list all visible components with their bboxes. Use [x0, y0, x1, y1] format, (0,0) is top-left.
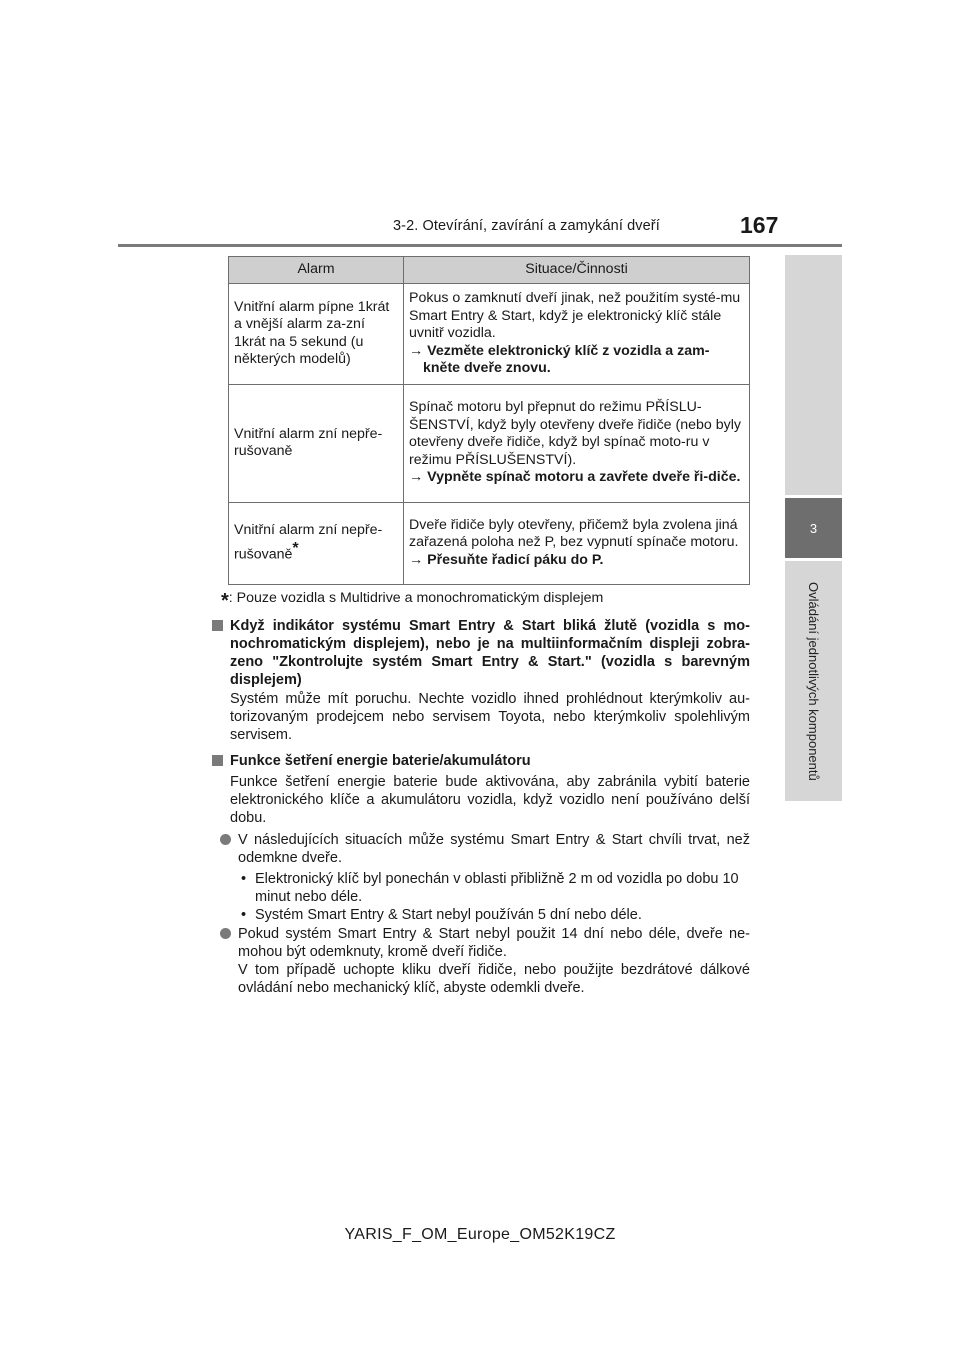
action-line [409, 552, 745, 570]
alarm-cell [229, 502, 404, 584]
alarm-table [228, 256, 750, 585]
chapter-number-tab: 3 [785, 498, 842, 558]
list-item-text: Pokud systém Smart Entry & Start nebyl použit 14 dní nebo déle, dveře ne-mohou být odemknuty, kromě dveří řidiče. [238, 926, 750, 960]
alarm-text: Vnitřní alarm pípne 1krát a vnější alarm za-zní 1krát na 5 sekund (u některých modelů) [234, 298, 390, 368]
list-item [238, 831, 750, 867]
circle-bullet-icon [220, 928, 231, 939]
action-line [409, 469, 745, 487]
table-header-row [229, 257, 750, 284]
situation-text: Spínač motoru byl přepnut do režimu PŘÍSLU-ŠENSTVÍ, když byly otevřeny dveře řidiče (nebo byly otevřeny dveře řidiče, když byl spínač moto-ru v režimu PŘÍSLUŠENSTVÍ). [409, 399, 741, 468]
list-item-text: V následujících situacích může systému Smart Entry & Start chvíli trvat, než odemkne dveře. [238, 832, 750, 866]
situation-text: Dveře řidiče byly otevřeny, přičemž byla zvolena jiná zařazená poloha než P, bez vypnutí spínače motoru. [409, 516, 739, 551]
situation-cell [404, 502, 750, 584]
document-code: YARIS_F_OM_Europe_OM52K19CZ [344, 1226, 616, 1243]
table-row [229, 284, 750, 385]
sub-list-item [241, 906, 764, 924]
table-footnote [221, 590, 603, 613]
sub-list-item [241, 870, 750, 906]
header-alarm: Alarm [229, 257, 404, 284]
table-row [229, 502, 750, 584]
sub-list-item-text: Elektronický klíč byl ponechán v oblasti přibližně 2 m od vozidla po dobu 10 minut nebo déle. [255, 871, 739, 905]
dot-bullet-icon: • [241, 871, 247, 887]
sub-list-item-text: Systém Smart Entry & Start nebyl používán 5 dní nebo déle. [255, 907, 642, 923]
footnote-text: : Pouze vozidla s Multidrive a monochromatickým displejem [228, 590, 604, 606]
arrow-icon: → [409, 469, 424, 486]
table-row [229, 384, 750, 502]
page-number: 167 [740, 212, 779, 238]
header-divider [118, 244, 842, 247]
circle-bullet-icon [220, 834, 231, 845]
square-bullet-icon [212, 755, 223, 766]
list-item [238, 925, 750, 961]
chapter-title-tab [785, 561, 842, 801]
action-text: Vezměte elektronický klíč z vozidla a zam-kněte dveře znovu. [423, 342, 710, 376]
alarm-cell [229, 384, 404, 502]
situation-cell [404, 284, 750, 385]
situation-cell [404, 384, 750, 502]
section-body: Systém může mít poruchu. Nechte vozidlo ihned prohlédnout kterýmkoliv au-torizovaným prodejcem nebo servisem Toyota, nebo kterýmkoliv spolehlivým servisem. [230, 691, 750, 743]
action-text: Vypněte spínač motoru a zavřete dveře ři-diče. [427, 469, 741, 486]
action-text: Přesuňte řadicí páku do P. [427, 551, 604, 568]
alarm-text: Vnitřní alarm zní nepře-rušovaně [234, 522, 383, 563]
section-body: Funkce šetření energie baterie bude aktivována, aby zabránila vybití baterie elektronického klíče a akumulátoru vozidla, když vozidlo není používáno delší dobu. [230, 774, 750, 826]
chapter-title: Ovládání jednotlivých komponentů [806, 581, 821, 781]
footnote-mark: * [221, 590, 229, 612]
list-item-continuation: V tom případě uchopte kliku dveří řidiče, nebo použijte bezdrátové dálkové ovládání nebo mechanický klíč, abyste odemkli dveře. [238, 962, 750, 996]
side-tab-upper [785, 255, 842, 495]
square-bullet-icon [212, 620, 223, 631]
alarm-cell [229, 284, 404, 385]
arrow-icon: → [409, 551, 424, 568]
section-heading [230, 752, 750, 770]
section-heading [230, 617, 750, 689]
alarm-text: Vnitřní alarm zní nepře-rušovaně [234, 425, 383, 459]
alarm-footnote-mark: * [292, 539, 299, 557]
section-heading-text: Funkce šetření energie baterie/akumulátoru [230, 753, 531, 769]
action-line [409, 343, 745, 378]
arrow-icon: → [409, 342, 424, 359]
section-heading-text: Když indikátor systému Smart Entry & Start bliká žlutě (vozidla s mo-nochromatickým displejem), nebo je na multiinformačním displeji zobra-zeno "Zkontrolujte systém Smart Entry & Start." (vozidla s barevným displejem) [230, 618, 750, 688]
header-section-title: 3-2. Otevírání, zavírání a zamykání dveří [393, 218, 660, 234]
situation-text: Pokus o zamknutí dveří jinak, než použitím systé-mu Smart Entry & Start, když je elektronický klíč stále uvnitř vozidla. [409, 290, 741, 341]
dot-bullet-icon: • [241, 907, 247, 923]
header-situation: Situace/Činnosti [404, 257, 750, 284]
